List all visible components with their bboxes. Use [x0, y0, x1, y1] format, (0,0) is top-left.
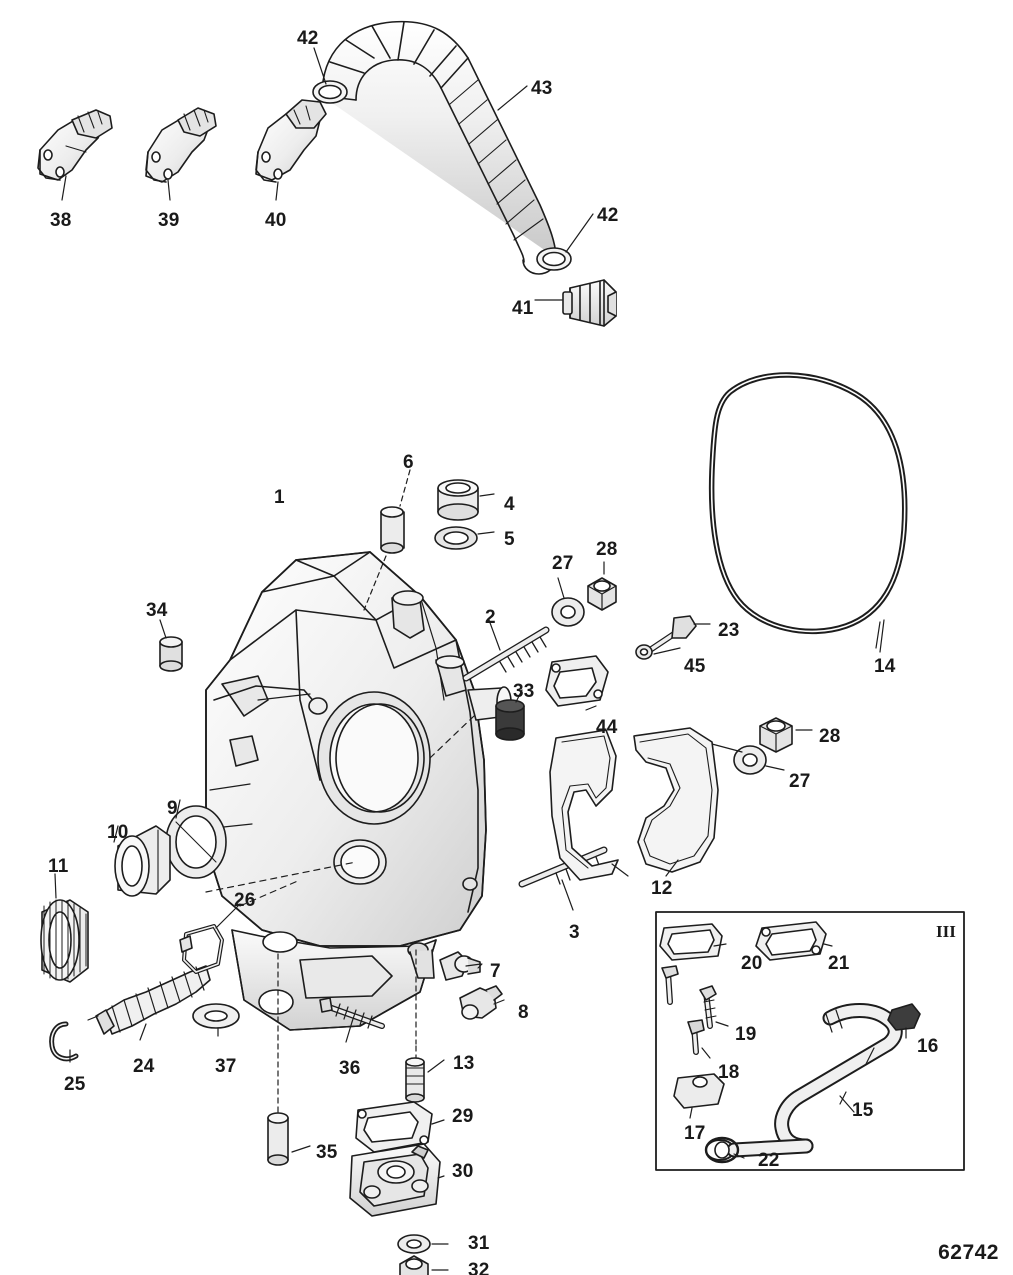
callout-1: 1: [274, 487, 285, 508]
clamp-26: [180, 904, 240, 972]
callout-16: 16: [917, 1036, 939, 1057]
callout-27-bottom: 27: [789, 771, 811, 792]
fitting-38: [38, 110, 112, 180]
bolt-23: [636, 616, 710, 659]
callout-28-top: 28: [596, 539, 618, 560]
oring-14: [712, 375, 905, 652]
callout-40: 40: [265, 210, 287, 231]
seal-42-top: [313, 81, 347, 103]
nut-28-top: [588, 562, 616, 610]
callout-19: 19: [735, 1024, 757, 1045]
callout-39: 39: [158, 210, 180, 231]
seal-4: [438, 480, 494, 520]
hose-43: [322, 22, 556, 274]
callout-31: 31: [468, 1233, 490, 1254]
nut-28-bottom: [760, 718, 812, 752]
callout-29: 29: [452, 1106, 474, 1127]
bellows-24: [88, 966, 210, 1040]
callout-42-top: 42: [297, 28, 319, 49]
pump-30: [350, 1144, 444, 1216]
callout-28-bottom: 28: [819, 726, 841, 747]
callout-42-bottom: 42: [597, 205, 619, 226]
callout-13: 13: [453, 1053, 475, 1074]
callout-4: 4: [504, 494, 515, 515]
ring-11: [41, 874, 88, 982]
callout-9: 9: [167, 798, 178, 819]
nut-32: [400, 1256, 448, 1275]
gasket-20: [660, 924, 726, 960]
callout-43: 43: [531, 78, 553, 99]
washer-37: [193, 1004, 239, 1036]
fitting-7: [440, 952, 482, 980]
callout-27-top: 27: [552, 553, 574, 574]
callout-24: 24: [133, 1056, 155, 1077]
callout-25: 25: [64, 1074, 86, 1095]
callout-7: 7: [490, 961, 501, 982]
callout-12: 12: [651, 878, 673, 899]
callout-15: 15: [852, 1100, 874, 1121]
callout-26: 26: [234, 890, 256, 911]
callout-44: 44: [596, 717, 618, 738]
callout-18: 18: [718, 1062, 740, 1083]
callout-38: 38: [50, 210, 72, 231]
callout-33: 33: [513, 681, 535, 702]
sheet-number: 62742: [938, 1241, 999, 1264]
clip-25: [52, 1024, 76, 1062]
callout-45: 45: [684, 656, 706, 677]
bushing-34: [160, 620, 182, 671]
gasket-21: [756, 922, 832, 960]
callout-10: 10: [107, 822, 129, 843]
washer-27-top: [552, 578, 584, 626]
gasket-44: [546, 656, 608, 710]
callout-11: 11: [48, 856, 69, 877]
seal-5: [435, 527, 494, 549]
callout-37: 37: [215, 1056, 237, 1077]
callout-34: 34: [146, 600, 168, 621]
fitting-8: [460, 986, 504, 1019]
callout-36: 36: [339, 1058, 361, 1079]
stud-2: [466, 620, 546, 678]
callout-8: 8: [518, 1002, 529, 1023]
callout-35: 35: [316, 1142, 338, 1163]
callout-22: 22: [758, 1150, 780, 1171]
callout-20: 20: [741, 953, 763, 974]
callout-14: 14: [874, 656, 896, 677]
callout-21: 21: [828, 953, 850, 974]
fitting-39: [146, 108, 216, 182]
callout-23: 23: [718, 620, 740, 641]
callout-3: 3: [569, 922, 580, 943]
callout-17: 17: [684, 1123, 706, 1144]
gasket-29: [356, 1102, 444, 1152]
callout-30: 30: [452, 1161, 474, 1182]
callout-6: 6: [403, 452, 414, 473]
clamp-41: [563, 280, 616, 326]
callout-32: 32: [468, 1260, 490, 1275]
gasket-12-right: [634, 728, 718, 876]
callout-5: 5: [504, 529, 515, 550]
inset-section-label: III: [936, 922, 956, 941]
callout-2: 2: [485, 607, 496, 628]
callout-41: 41: [512, 298, 534, 319]
washer-31: [398, 1235, 448, 1253]
fitting-40: [256, 100, 326, 182]
